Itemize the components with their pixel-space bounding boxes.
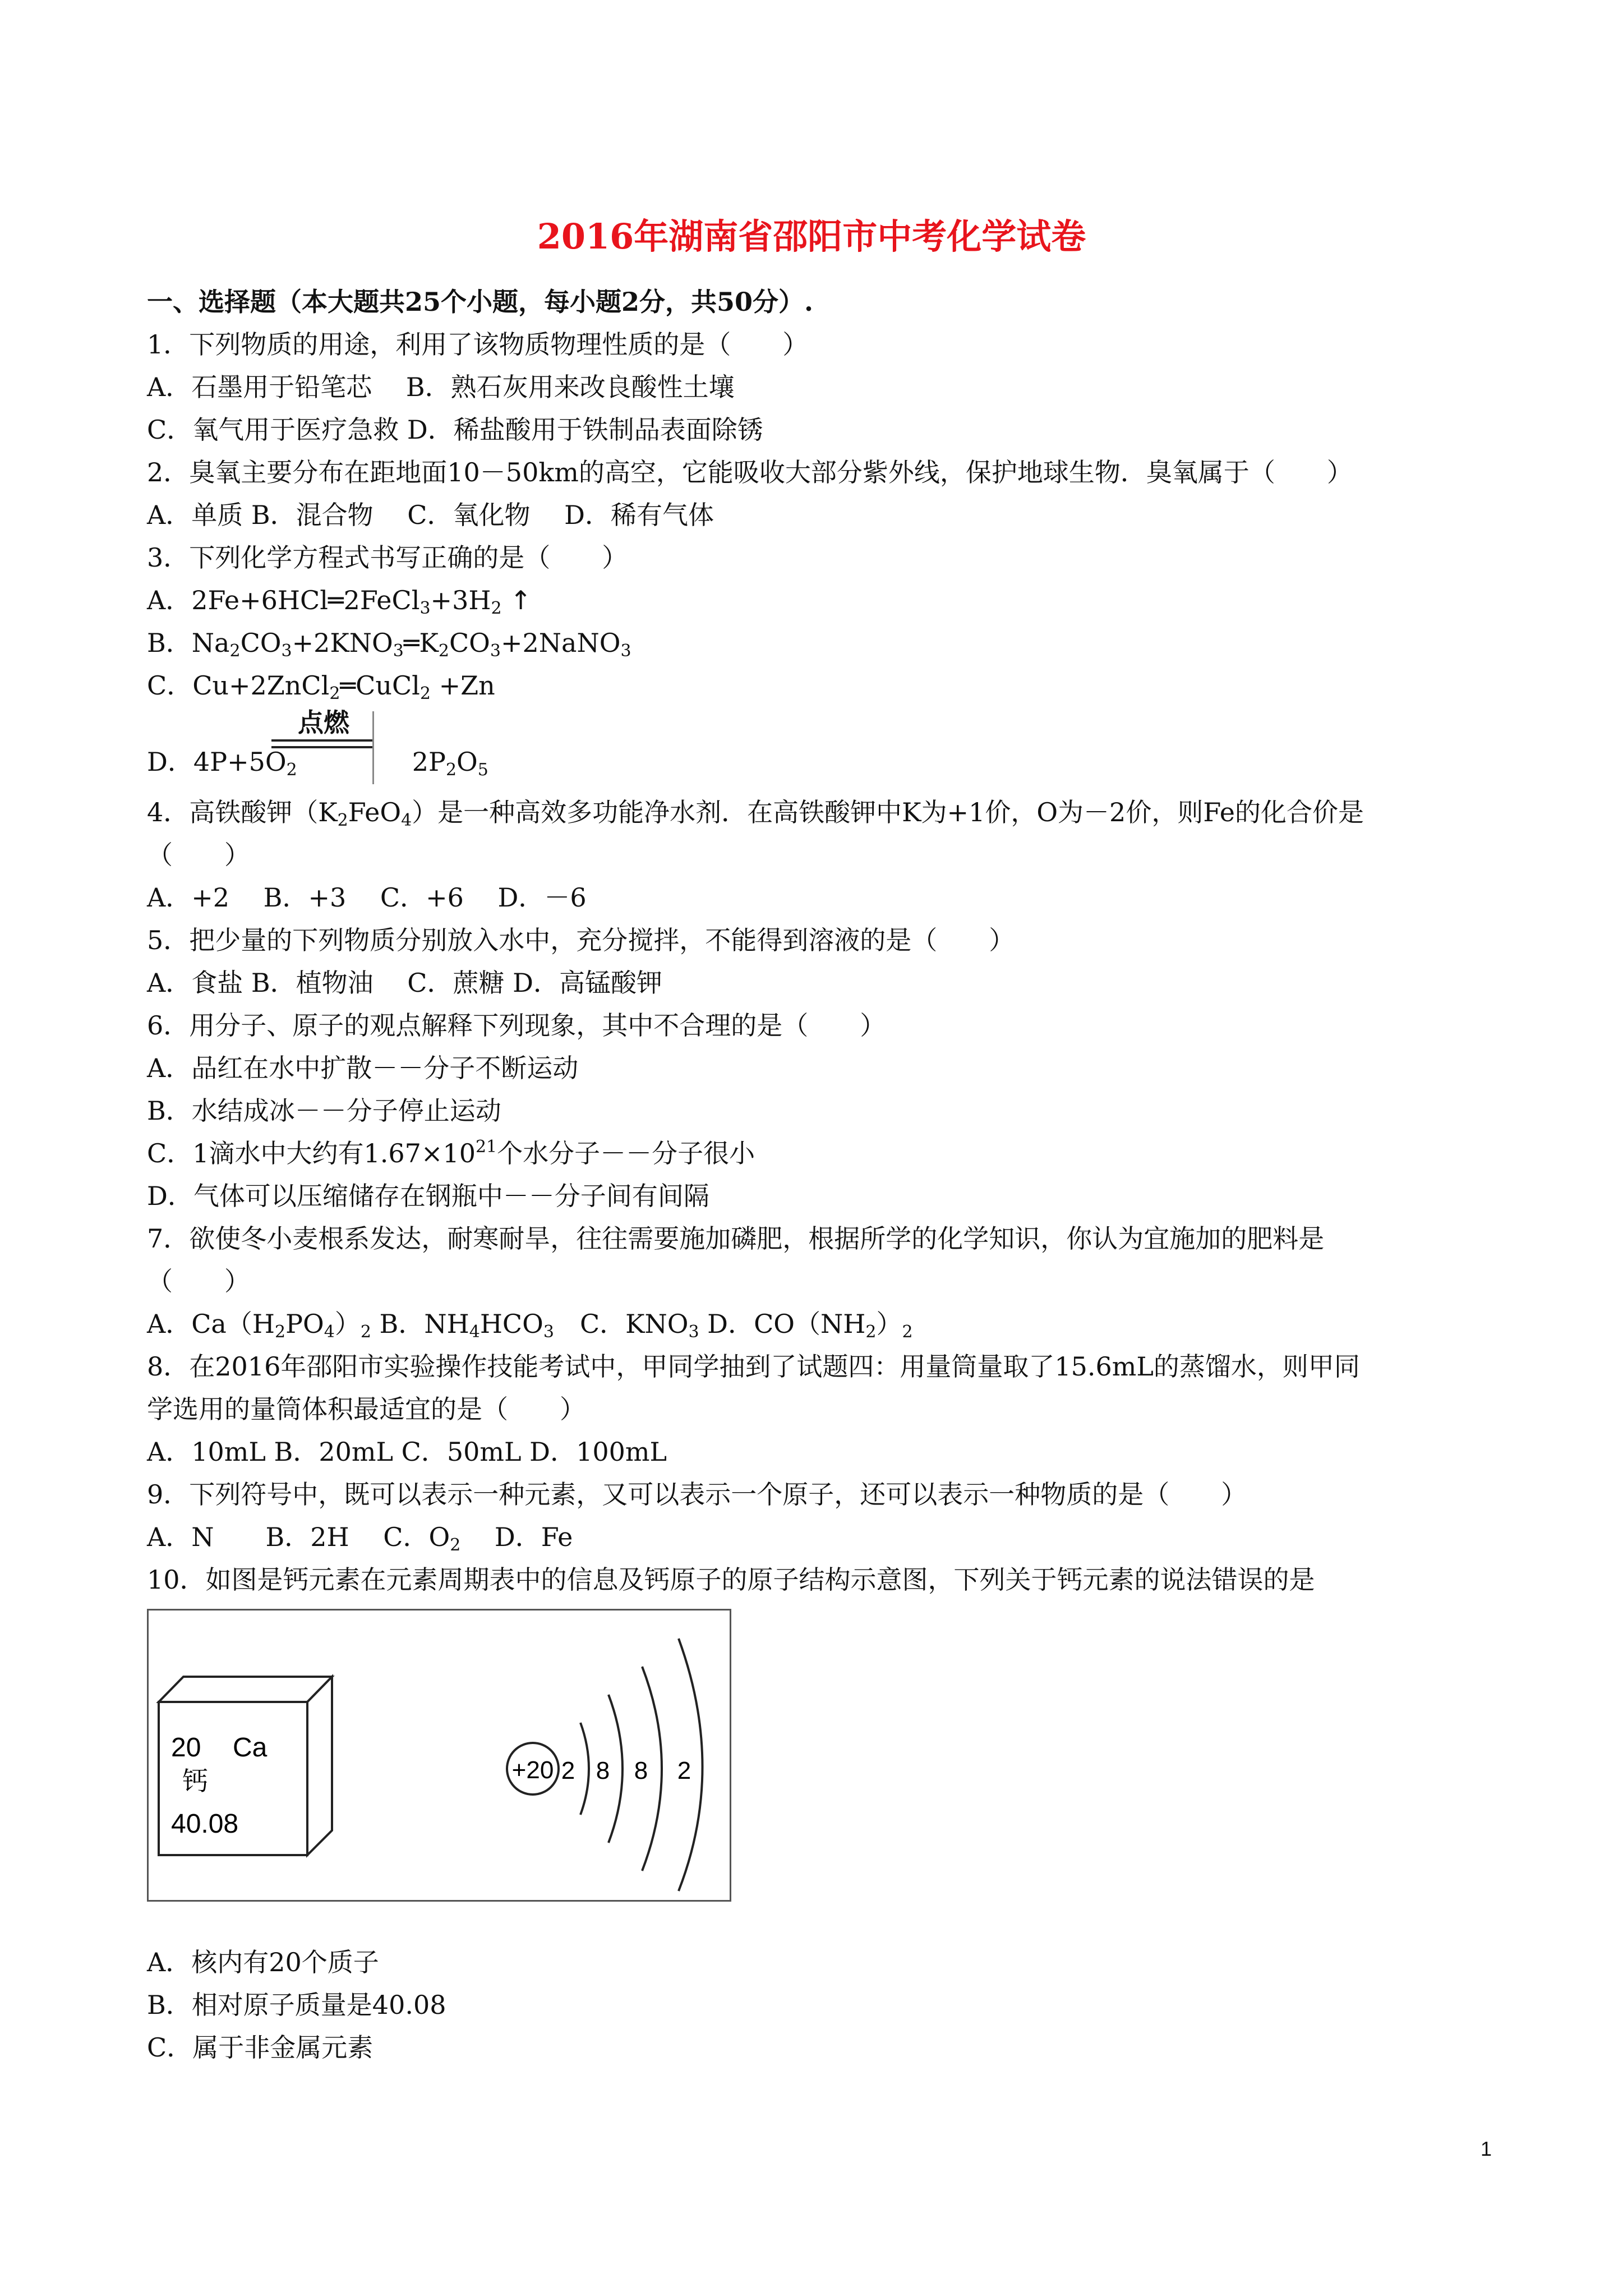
q4-text: FeO [348, 797, 402, 827]
subscript: 2 [329, 684, 340, 703]
q7-text: C．KNO [554, 1309, 689, 1339]
q3b-text: CO [449, 628, 490, 658]
q10-stem: 10．如图是钙元素在元素周期表中的信息及钙原子的原子结构示意图，下列关于钙元素的说法错误的是 [147, 1565, 1315, 1595]
atomic-number: 20 [171, 1733, 201, 1763]
q6-option-a: A．品红在水中扩散－－分子不断运动 [147, 1053, 579, 1083]
calcium-diagram [149, 1611, 730, 1900]
subscript: 3 [490, 641, 501, 661]
subscript: 3 [543, 1322, 554, 1342]
q7-text: ） [334, 1309, 361, 1339]
atomic-mass: 40.08 [171, 1809, 239, 1839]
q8-stem-cont: 学选用的量筒体积最适宜的是（ ） [147, 1394, 585, 1424]
reaction-condition: 点燃 [298, 707, 349, 738]
element-symbol: Ca [233, 1733, 268, 1763]
q9-text: D．Fe [460, 1522, 573, 1552]
subscript: 4 [469, 1322, 480, 1342]
q3b-text: +2NaNO [501, 628, 621, 658]
subscript: 2 [445, 760, 457, 780]
q5-stem: 5．把少量的下列物质分别放入水中，充分搅拌，不能得到溶液的是（ ） [147, 925, 1015, 955]
q3-option-b [147, 622, 1493, 664]
q3-option-c [147, 664, 1493, 707]
q3c-text: C．Cu+2ZnCl [147, 670, 330, 701]
shell-electrons-1: 2 [561, 1757, 575, 1784]
subscript: 2 [491, 599, 502, 618]
subscript: 2 [229, 641, 241, 661]
q6-option-c [147, 1132, 1493, 1175]
section-heading: 一、选择题（本大题共25个小题，每小题2分，共50分）. [147, 287, 814, 317]
cube-side [307, 1677, 332, 1855]
element-name: 钙 [182, 1766, 208, 1796]
q4-paren: （ ） [147, 840, 250, 870]
q3c-text: ═CuCl [340, 670, 420, 701]
q3c-text: +Zn [439, 670, 495, 701]
q7-paren: （ ） [147, 1266, 250, 1296]
q3d-text: D．4P+5O [147, 747, 287, 777]
subscript: 3 [620, 641, 631, 661]
q1-options-cd: C．氧气用于医疗急救 D．稀盐酸用于铁制品表面除锈 [147, 415, 763, 445]
q6-option-b: B．水结成冰－－分子停止运动 [147, 1096, 501, 1126]
q1-options-ab: A．石墨用于铅笔芯 B．熟石灰用来改良酸性土壤 [147, 372, 735, 402]
q10-option-b: B．相对原子质量是40.08 [147, 1990, 446, 2020]
q2-options: A．单质 B．混合物 C．氧化物 D．稀有气体 [147, 500, 714, 530]
q3-option-a [147, 579, 1493, 622]
subscript: 3 [281, 641, 292, 661]
calcium-figure [147, 1609, 731, 1902]
subscript: 5 [477, 760, 488, 780]
subscript: 2 [337, 811, 348, 830]
subscript: 2 [438, 641, 449, 661]
q10-options [147, 1941, 1493, 2069]
q3b-text: B．Na [147, 628, 230, 658]
q10-option-a: A．核内有20个质子 [147, 1947, 379, 1977]
subscript: 4 [401, 811, 412, 830]
shell-electrons-2: 8 [596, 1757, 610, 1784]
q3a-text: A．2Fe+6HCl═2FeCl [147, 585, 420, 615]
subscript: 2 [360, 1322, 371, 1342]
q4-options: A．+2 B．+3 C．+6 D．－6 [147, 882, 587, 913]
q6c-text: C．1滴水中大约有1.67×10 [147, 1138, 476, 1168]
subscript: 4 [324, 1322, 335, 1342]
q3d-text: O [457, 747, 478, 777]
q3b-text: +2KNO [292, 628, 393, 658]
q8-stem: 8．在2016年邵阳市实验操作技能考试中，甲同学抽到了试题四：用量筒量取了15.6mL的蒸馏水，则甲同 [147, 1351, 1360, 1382]
q3d-equation [147, 740, 488, 783]
subscript: 3 [688, 1322, 699, 1342]
q3d-text: 2P [412, 747, 446, 777]
q4-text: 4．高铁酸钾（K [147, 797, 338, 827]
cube-top [159, 1677, 332, 1702]
q2-stem: 2．臭氧主要分布在距地面10－50km的高空，它能吸收大部分紫外线，保护地球生物．臭氧属于（ ） [147, 457, 1353, 487]
q8-options: A．10mL B．20mL C．50mL D．100mL [147, 1437, 667, 1467]
q3b-text: ═K [403, 628, 439, 658]
q9-text: A．N B．2H C．O [147, 1522, 450, 1552]
q3-option-d [147, 707, 1493, 791]
q7-text: HCO [479, 1309, 543, 1339]
q7-text: D．CO（NH [699, 1309, 866, 1339]
shell-arc-1 [580, 1723, 589, 1815]
subscript: 2 [419, 684, 431, 703]
q10-option-c: C．属于非金属元素 [147, 2032, 374, 2063]
q4-stem [147, 791, 1493, 834]
subscript: 3 [393, 641, 404, 661]
nucleus-charge: +20 [511, 1756, 554, 1784]
subscript: 2 [274, 1322, 286, 1342]
q6-option-d: D．气体可以压缩储存在钢瓶中－－分子间有间隔 [147, 1181, 709, 1211]
q3a-text-2: +3H [430, 585, 491, 615]
shell-arc-2 [608, 1695, 623, 1843]
q6-stem: 6．用分子、原子的观点解释下列现象，其中不合理的是（ ） [147, 1010, 886, 1041]
page-number: 1 [1480, 2137, 1492, 2160]
subscript: 3 [419, 599, 431, 618]
superscript: 21 [475, 1137, 497, 1157]
q9-options [147, 1516, 1493, 1558]
q5-options: A．食盐 B．植物油 C．蔗糖 D．高锰酸钾 [147, 968, 662, 998]
q7-text: ） [876, 1309, 902, 1339]
gas-arrow-icon: ↑ [510, 585, 532, 615]
atom-structure [507, 1639, 703, 1891]
shell-electrons-3: 8 [634, 1757, 648, 1784]
subscript: 2 [286, 760, 297, 780]
q7-text: A．Ca（H [147, 1309, 275, 1339]
q3-stem: 3．下列化学方程式书写正确的是（ ） [147, 542, 628, 573]
q7-options [147, 1303, 1493, 1345]
q6c-text: 个水分子－－分子很小 [497, 1138, 755, 1168]
subscript: 2 [865, 1322, 877, 1342]
q7-text: PO [285, 1309, 324, 1339]
q3b-text: CO [240, 628, 282, 658]
subscript: 2 [902, 1322, 913, 1342]
q7-text: B．NH [371, 1309, 469, 1339]
q9-stem: 9．下列符号中，既可以表示一种元素，又可以表示一个原子，还可以表示一种物质的是（ ） [147, 1479, 1247, 1510]
subscript: 2 [450, 1535, 461, 1555]
exam-title: 2016年湖南省邵阳市中考化学试卷 [537, 216, 1086, 257]
question-list [147, 280, 1493, 1644]
q7-stem: 7．欲使冬小麦根系发达，耐寒耐旱，往往需要施加磷肥，根据所学的化学知识，你认为宜施加的肥料是 [147, 1223, 1325, 1254]
shell-electrons-4: 2 [677, 1757, 691, 1784]
q4-text: ）是一种高效多功能净水剂．在高铁酸钾中K为+1价，O为－2价，则Fe的化合价是 [412, 797, 1364, 827]
q1-stem: 1．下列物质的用途，利用了该物质物理性质的是（ ） [147, 329, 809, 360]
